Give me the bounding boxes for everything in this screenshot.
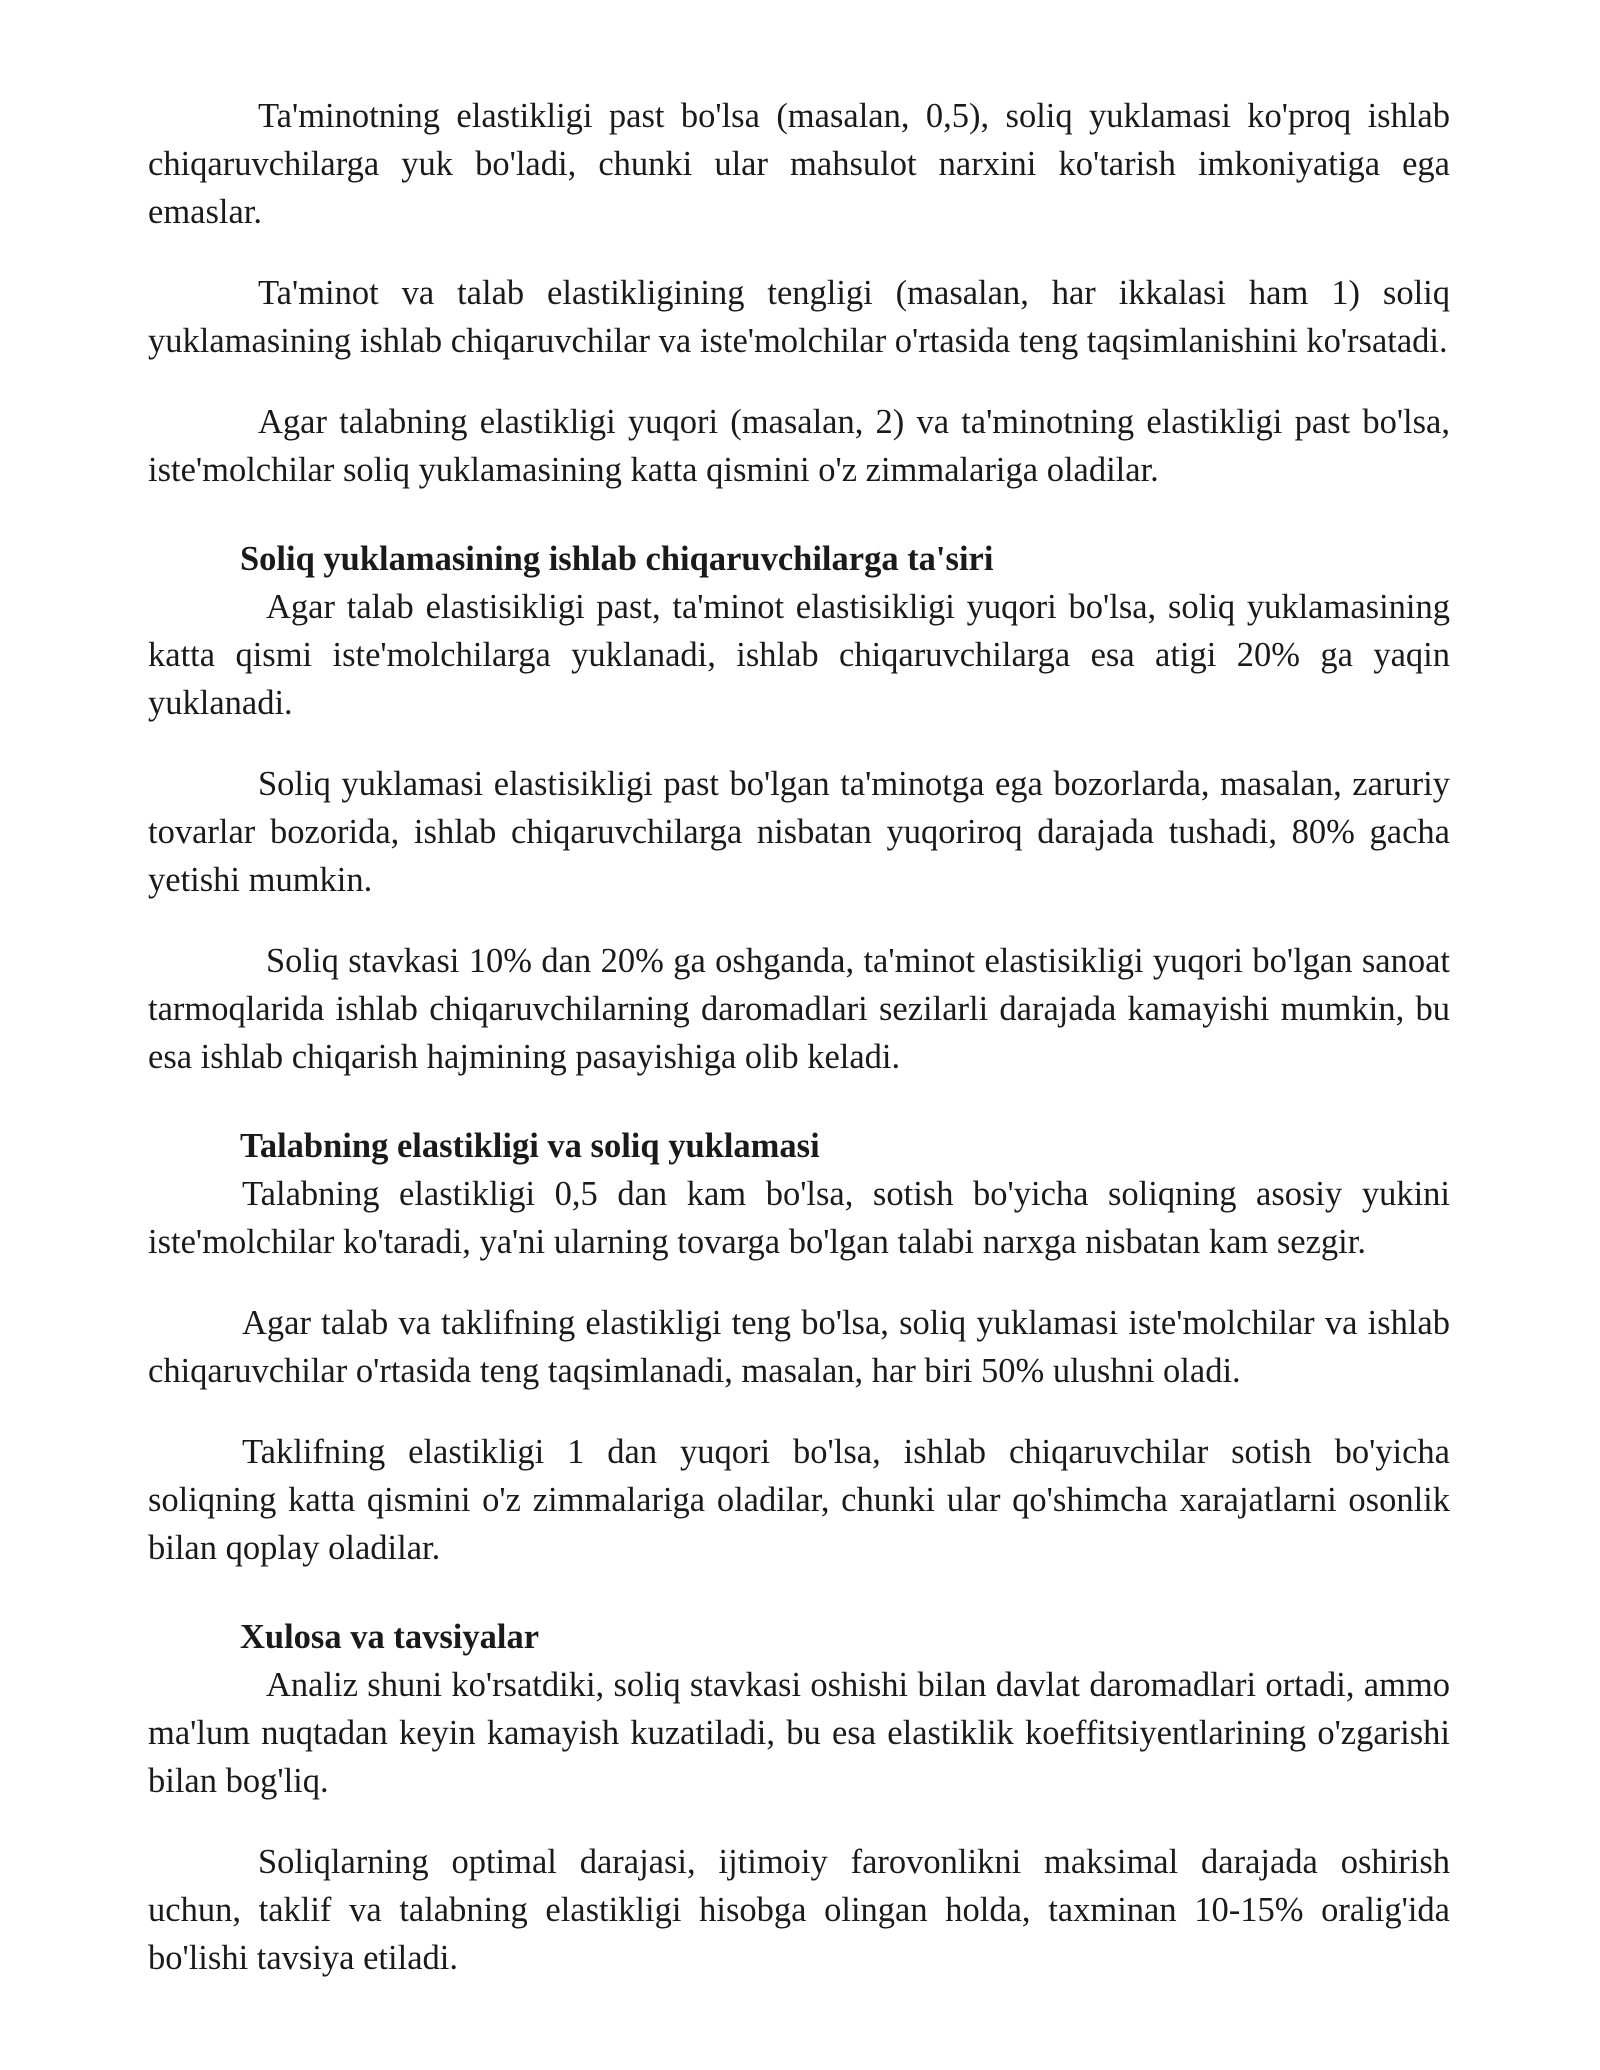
section-heading-demand-elasticity: Talabning elastikligi va soliq yuklamasi	[240, 1127, 820, 1165]
paragraph-equal-elasticity: Ta'minot va talab elastikligining tengligi (masalan, har ikkalasi ham 1) soliq yuklamasining ishlab chiqaruvchilar va iste'molchilar o'rtasida teng taqsimlanishini ko'rsatadi.	[148, 274, 1450, 360]
paragraph-demand-below-half: Talabning elastikligi 0,5 dan kam bo'lsa, sotish bo'yicha soliqning asosiy yukini iste'molchilar ko'taradi, ya'ni ularning tovarga bo'lgan talabi narxga nisbatan kam sezgir.	[148, 1175, 1450, 1261]
paragraph-equal-split: Agar talab va taklifning elastikligi teng bo'lsa, soliq yuklamasi iste'molchilar va ishlab chiqaruvchilar o'rtasida teng taqsimlanadi, masalan, har biri 50% ulushni oladi.	[148, 1304, 1450, 1390]
paragraph-supply-above-one: Taklifning elastikligi 1 dan yuqori bo'lsa, ishlab chiqaruvchilar sotish bo'yicha soliqning katta qismini o'z zimmalariga oladilar, chunki ular qo'shimcha xarajatlarni osonlik bilan qoplay oladilar.	[148, 1433, 1450, 1567]
section-heading-conclusions: Xulosa va tavsiyalar	[240, 1618, 540, 1656]
paragraph-optimal-tax-level: Soliqlarning optimal darajasi, ijtimoiy farovonlikni maksimal darajada oshirish uchun, taklif va talabning elastikligi hisobga olingan holda, taxminan 10-15% oralig'ida bo'lishi tavsiya etiladi.	[148, 1843, 1450, 1977]
paragraph-analysis-result: Analiz shuni ko'rsatdiki, soliq stavkasi oshishi bilan davlat daromadlari ortadi, ammo ma'lum nuqtadan keyin kamayish kuzatiladi, bu esa elastiklik koeffitsiyentlarining o'zgarishi bilan bog'liq.	[148, 1666, 1450, 1800]
paragraph-demand-elasticity-high: Agar talabning elastikligi yuqori (masalan, 2) va ta'minotning elastikligi past bo'lsa, iste'molchilar soliq yuklamasining katta qismini o'z zimmalariga oladilar.	[148, 403, 1450, 489]
paragraph-supply-elasticity-low: Ta'minotning elastikligi past bo'lsa (masalan, 0,5), soliq yuklamasi ko'proq ishlab chiqaruvchilarga yuk bo'ladi, chunki ular mahsulot narxini ko'tarish imkoniyatiga ega emaslar.	[148, 97, 1450, 231]
paragraph-tax-rate-increase: Soliq stavkasi 10% dan 20% ga oshganda, ta'minot elastisikligi yuqori bo'lgan sanoat tarmoqlarida ishlab chiqaruvchilarning daromadlari sezilarli darajada kamayishi mumkin, bu esa ishlab chiqarish hajmining pasayishiga olib keladi.	[148, 942, 1450, 1076]
paragraph-essential-goods: Soliq yuklamasi elastisikligi past bo'lgan ta'minotga ega bozorlarda, masalan, zaruriy tovarlar bozorida, ishlab chiqaruvchilarga nisbatan yuqoriroq darajada tushadi, 80% gacha yetishi mumkin.	[148, 765, 1450, 899]
section-heading-producers: Soliq yuklamasining ishlab chiqaruvchilarga ta'siri	[240, 540, 994, 578]
document-page	[148, 92, 1450, 1982]
paragraph-consumers-burden: Agar talab elastisikligi past, ta'minot elastisikligi yuqori bo'lsa, soliq yuklamasining katta qismi iste'molchilarga yuklanadi, ishlab chiqaruvchilarga esa atigi 20% ga yaqin yuklanadi.	[148, 588, 1450, 722]
